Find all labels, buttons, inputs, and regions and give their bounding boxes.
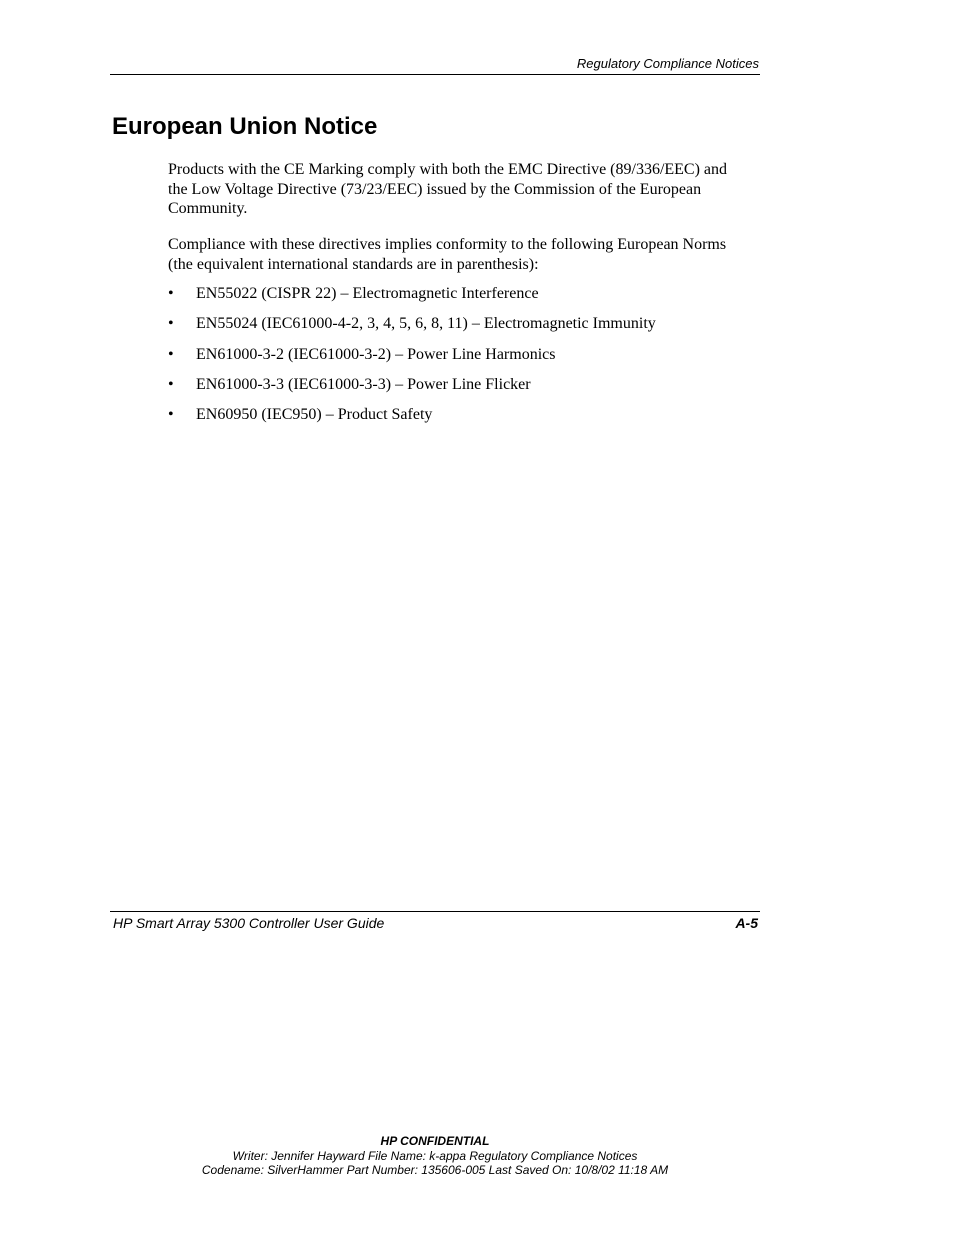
confidential-codename-line: Codename: SilverHammer Part Number: 135606-005 Last Saved On: 10/8/02 11:18 AM — [201, 1163, 669, 1177]
footer-guide-title: HP Smart Array 5300 Controller User Guide — [113, 915, 385, 931]
footer-rule — [110, 911, 760, 912]
list-item — [168, 314, 656, 344]
list-item-text: EN55024 (IEC61000-4-2, 3, 4, 5, 6, 8, 11) – Electromagnetic Immunity — [196, 315, 656, 333]
list-item-text: EN61000-3-2 (IEC61000-3-2) – Power Line Harmonics — [196, 345, 556, 363]
section-title: European Union Notice — [112, 113, 378, 140]
header-rule — [110, 74, 760, 75]
bullet-icon: • — [168, 345, 174, 363]
bullet-icon: • — [168, 406, 174, 424]
confidential-block — [0, 1134, 870, 1178]
list-item — [168, 375, 656, 405]
list-item-text: EN55022 (CISPR 22) – Electromagnetic Interference — [196, 285, 539, 302]
confidential-label: HP CONFIDENTIAL — [380, 1134, 490, 1148]
running-header: Regulatory Compliance Notices — [576, 56, 759, 71]
bullet-icon: • — [168, 375, 174, 393]
list-item-text: EN61000-3-3 (IEC61000-3-3) – Power Line Flicker — [196, 375, 531, 393]
bullet-icon: • — [168, 285, 174, 302]
page-number: A-5 — [735, 915, 758, 931]
intro-paragraph: Products with the CE Marking comply with both the EMC Directive (89/336/EEC) and the Low Voltage Directive (73/23/EEC) issued by the Commission of the European Community. — [168, 161, 728, 217]
bullet-icon: • — [168, 315, 174, 333]
list-item — [168, 345, 656, 375]
list-item — [168, 284, 656, 314]
confidential-writer-line: Writer: Jennifer Hayward File Name: k-appa Regulatory Compliance Notices — [232, 1148, 638, 1163]
list-item — [168, 405, 656, 435]
compliance-paragraph: Compliance with these directives implies conformity to the following European Norms (the equivalent international standards are in parenthesis): — [168, 236, 727, 273]
list-item-text: EN60950 (IEC950) – Product Safety — [196, 406, 433, 424]
norms-list — [168, 284, 656, 435]
